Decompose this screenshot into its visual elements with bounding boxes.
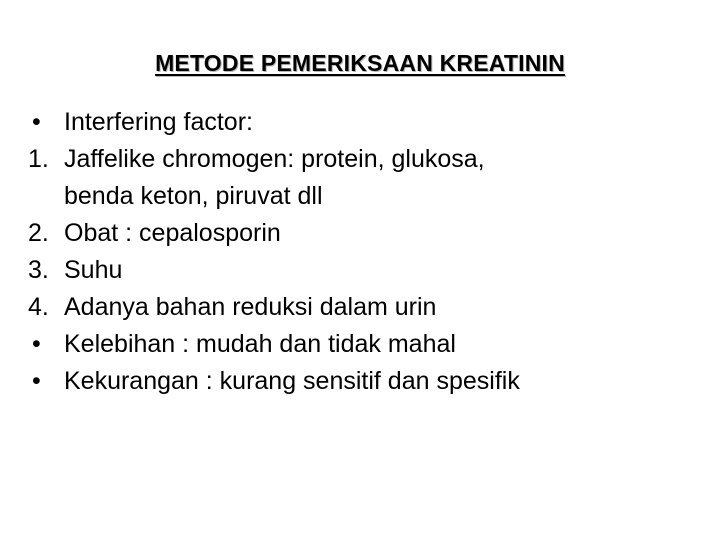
- list-item: [28, 215, 708, 252]
- slide-title: METODE PEMERIKSAAN KREATININ: [155, 50, 565, 76]
- number-marker: 1.: [28, 145, 49, 173]
- list-item: [28, 104, 708, 141]
- list-item-text: Jaffelike chromogen: protein, glukosa,: [64, 145, 485, 173]
- list-item-text: Kelebihan : mudah dan tidak mahal: [64, 330, 456, 358]
- list-item-text: Interfering factor:: [64, 108, 253, 136]
- bullet-marker: •: [32, 108, 41, 136]
- list-item-text: Suhu: [64, 256, 123, 284]
- number-marker: 4.: [28, 293, 49, 321]
- list-item-text: Adanya bahan reduksi dalam urin: [64, 293, 437, 321]
- list-item-text-continuation: benda keton, piruvat dll: [64, 182, 323, 210]
- list-item-text: Obat : cepalosporin: [64, 219, 281, 247]
- content-list: [28, 104, 708, 400]
- number-marker: 3.: [28, 256, 49, 284]
- list-item: [28, 289, 708, 326]
- bullet-marker: •: [32, 367, 41, 395]
- list-item-text: Kekurangan : kurang sensitif dan spesifik: [64, 367, 520, 395]
- list-item: [28, 326, 708, 363]
- list-item: [28, 252, 708, 289]
- list-item: [28, 141, 708, 215]
- list-item: [28, 363, 708, 400]
- bullet-marker: •: [32, 330, 41, 358]
- number-marker: 2.: [28, 219, 49, 247]
